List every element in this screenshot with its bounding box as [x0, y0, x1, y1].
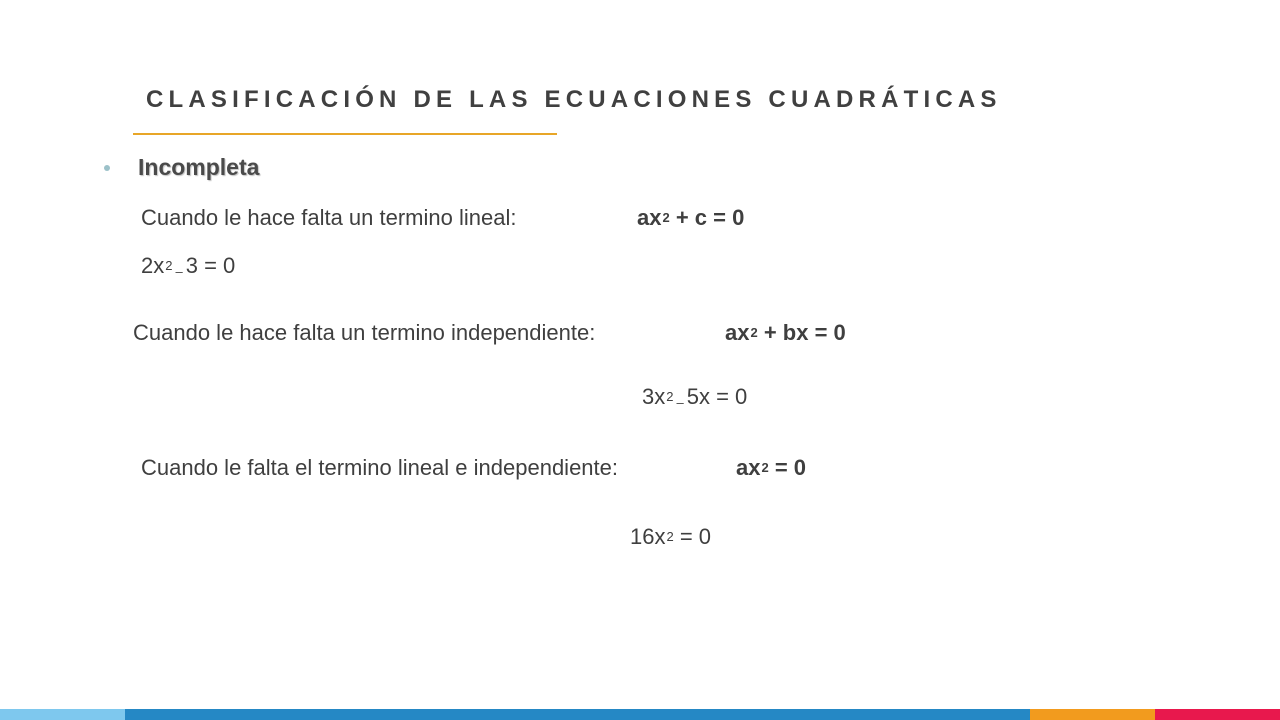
linear-missing-formula: [637, 205, 744, 231]
formula-exponent: 2: [662, 210, 670, 225]
formula-rest: + bx = 0: [757, 320, 846, 345]
formula-exponent: 2: [750, 325, 758, 340]
slide-title: CLASIFICACIÓN DE LAS ECUACIONES CUADRÁTICAS: [146, 86, 1002, 113]
independent-missing-description: Cuando le hace falta un termino independiente:: [133, 320, 596, 345]
independent-missing-formula: [725, 320, 846, 346]
example-minus: –: [175, 264, 183, 279]
title-underline: [133, 133, 557, 135]
footer-color-bar: [0, 709, 1280, 720]
footer-segment-light-blue: [0, 709, 125, 720]
formula-rest: + c = 0: [669, 205, 745, 230]
example-exponent: 2: [666, 389, 674, 404]
example-term: 16x: [630, 524, 666, 549]
example-rest: = 0: [673, 524, 712, 549]
bullet-label: Incompleta: [138, 154, 260, 180]
formula-term: ax: [725, 320, 750, 345]
linear-missing-example: [141, 253, 235, 279]
formula-term: ax: [637, 205, 662, 230]
formula-exponent: 2: [761, 460, 769, 475]
bullet-incompleta: [104, 154, 259, 181]
bullet-dot-icon: [104, 165, 110, 171]
example-exponent: 2: [165, 258, 173, 273]
independent-missing-example: [642, 384, 747, 410]
both-missing-example: [630, 524, 711, 550]
formula-term: ax: [736, 455, 761, 480]
example-minus: –: [676, 395, 684, 410]
example-term: 2x: [141, 253, 165, 278]
example-exponent: 2: [666, 529, 674, 544]
both-missing-formula: [736, 455, 806, 481]
formula-rest: = 0: [768, 455, 807, 480]
footer-segment-red: [1155, 709, 1280, 720]
example-rest: 5x = 0: [686, 384, 748, 409]
example-term: 3x: [642, 384, 666, 409]
footer-segment-blue: [125, 709, 1030, 720]
linear-missing-description: Cuando le hace falta un termino lineal:: [141, 205, 517, 230]
both-missing-description: Cuando le falta el termino lineal e independiente:: [141, 455, 618, 480]
footer-segment-orange: [1030, 709, 1155, 720]
example-rest: 3 = 0: [185, 253, 236, 278]
